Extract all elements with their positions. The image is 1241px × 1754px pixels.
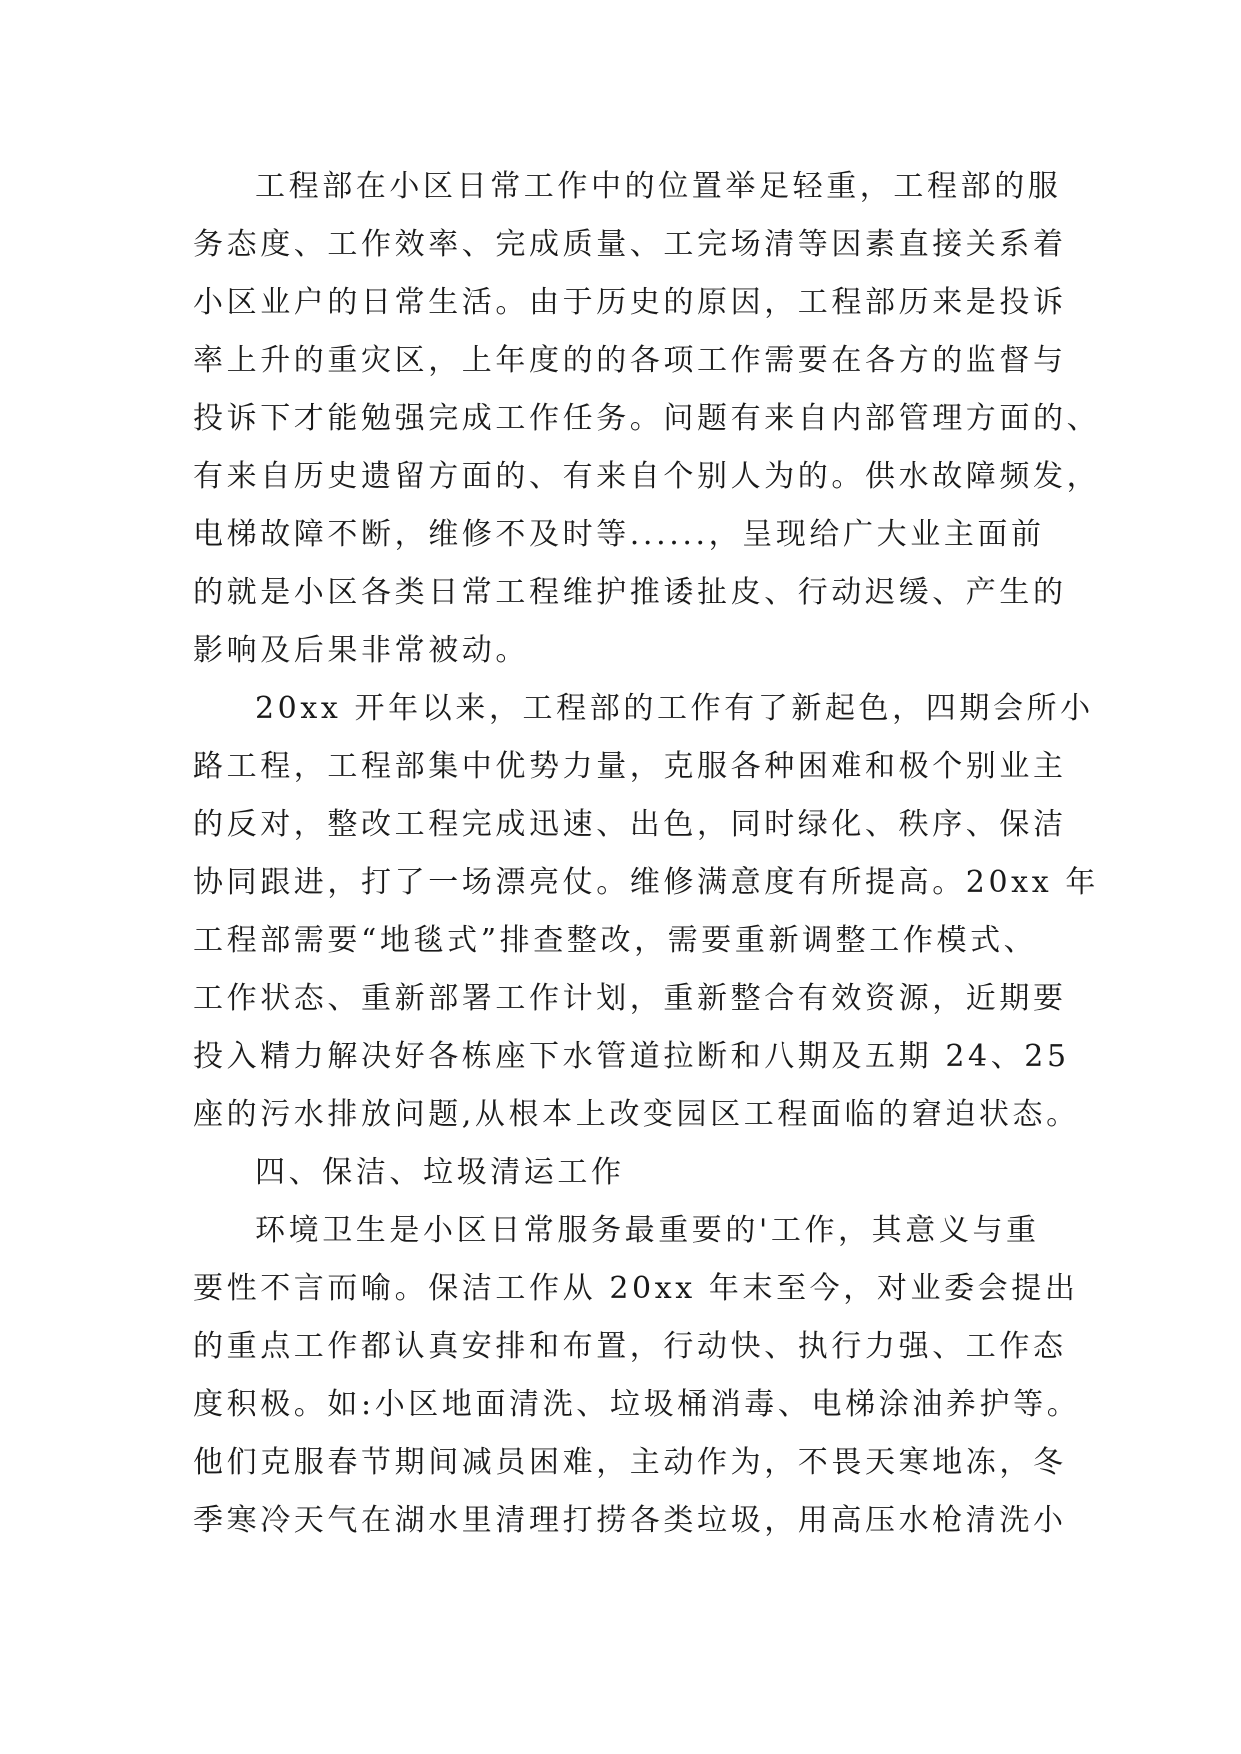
paragraph-1-line-8: 的就是小区各类日常工程维护推诿扯皮、行动迟缓、产生的 (193, 575, 1067, 610)
paragraph-2-line-5: 工程部需要“地毯式”排查整改，需要重新调整工作模式、 (193, 923, 1038, 958)
paragraph-1-line-4: 率上升的重灾区，上年度的的各项工作需要在各方的监督与 (193, 343, 1067, 378)
paragraph-2-line-1: 20xx 开年以来，工程部的工作有了新起色，四期会所小 (255, 691, 1094, 726)
paragraph-2-line-6: 工作状态、重新部署工作计划，重新整合有效资源，近期要 (193, 981, 1067, 1016)
paragraph-3-line-2: 要性不言而喻。保洁工作从 20xx 年末至今，对业委会提出 (193, 1271, 1079, 1306)
paragraph-1-line-7: 电梯故障不断，维修不及时等......，呈现给广大业主面前 (193, 517, 1045, 552)
paragraph-3-line-4: 度积极。如:小区地面清洗、垃圾桶消毒、电梯涂油养护等。 (193, 1387, 1081, 1422)
section-heading: 四、保洁、垃圾清运工作 (255, 1155, 625, 1190)
paragraph-2-line-4: 协同跟进，打了一场漂亮仗。维修满意度有所提高。20xx 年 (193, 865, 1099, 900)
paragraph-1-line-5: 投诉下才能勉强完成工作任务。问题有来自内部管理方面的、 (193, 401, 1101, 436)
paragraph-1-line-3: 小区业户的日常生活。由于历史的原因，工程部历来是投诉 (193, 285, 1067, 320)
document-body (193, 158, 1101, 1550)
paragraph-3-line-5: 他们克服春节期间减员困难，主动作为，不畏天寒地冻，冬 (193, 1445, 1067, 1480)
paragraph-3-line-3: 的重点工作都认真安排和布置，行动快、执行力强、工作态 (193, 1329, 1067, 1364)
paragraph-3-line-1: 环境卫生是小区日常服务最重要的'工作，其意义与重 (255, 1213, 1040, 1248)
paragraph-1-line-1: 工程部在小区日常工作中的位置举足轻重，工程部的服 (255, 169, 1062, 204)
paragraph-1-line-6: 有来自历史遗留方面的、有来自个别人为的。供水故障频发， (193, 459, 1101, 494)
paragraph-3-line-6: 季寒冷天气在湖水里清理打捞各类垃圾，用高压水枪清洗小 (193, 1503, 1067, 1538)
paragraph-1-line-9: 影响及后果非常被动。 (193, 633, 529, 668)
paragraph-2-line-7: 投入精力解决好各栋座下水管道拉断和八期及五期 24、25 (193, 1039, 1070, 1074)
paragraph-1-line-2: 务态度、工作效率、完成质量、工完场清等因素直接关系着 (193, 227, 1067, 262)
paragraph-2-line-3: 的反对，整改工程完成迅速、出色，同时绿化、秩序、保洁 (193, 807, 1067, 842)
paragraph-2-line-8: 座的污水排放问题,从根本上改变园区工程面临的窘迫状态。 (193, 1097, 1080, 1132)
paragraph-2-line-2: 路工程，工程部集中优势力量，克服各种困难和极个别业主 (193, 749, 1067, 784)
